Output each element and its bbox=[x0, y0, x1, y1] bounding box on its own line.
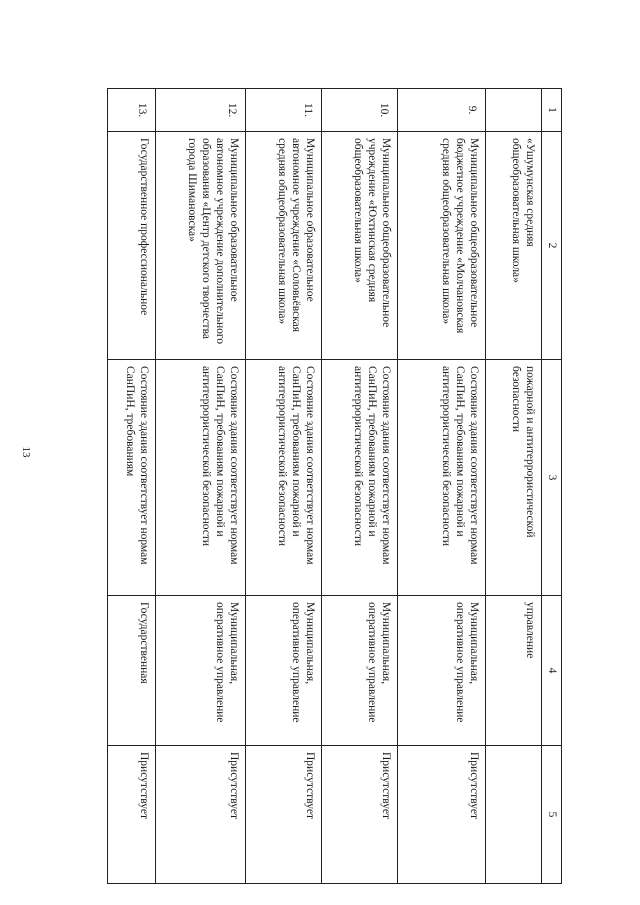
cell-name: Государственное профессиональное bbox=[108, 132, 156, 360]
table-row bbox=[108, 89, 156, 884]
header-cell-3: 3 bbox=[542, 360, 562, 596]
table-row bbox=[156, 89, 246, 884]
table-row bbox=[246, 89, 322, 884]
header-row bbox=[542, 89, 562, 884]
cell-name: Муниципальное образовательное автономное учреждение дополнительного образования «Центр детского творчества города Шимановска» bbox=[156, 132, 246, 360]
cell-condition: Состояние здания соответствует нормам СанПиН, требованиям пожарной и антитеррористической безопасности bbox=[322, 360, 398, 596]
cell-ownership: управление bbox=[486, 596, 542, 746]
cell-name: Муниципальное образовательное автономное учреждение «Соловьёвская средняя общеобразовательная школа» bbox=[246, 132, 322, 360]
cell-presence: Присутствует bbox=[322, 746, 398, 884]
cell-condition: Состояние здания соответствует нормам СанПиН, требованиям пожарной и антитеррористической безопасности bbox=[246, 360, 322, 596]
cell-presence: Присутствует bbox=[156, 746, 246, 884]
cell-num bbox=[322, 89, 398, 132]
cell-condition: пожарной и антитеррористической безопасности bbox=[486, 360, 542, 596]
facilities-table bbox=[107, 88, 562, 884]
row-number: 13. bbox=[136, 102, 148, 118]
table-row bbox=[322, 89, 398, 884]
rotated-landscape-page bbox=[108, 88, 562, 883]
row-number: 12. bbox=[226, 102, 238, 118]
continuation-row bbox=[486, 89, 542, 884]
cell-name: Муниципальное общеобразовательное учреждение «Юхтинская средняя общеобразовательная школа» bbox=[322, 132, 398, 360]
header-cell-4: 4 bbox=[542, 596, 562, 746]
cell-presence bbox=[486, 746, 542, 884]
cell-condition: Состояние здания соответствует нормам СанПиН, требованиям bbox=[108, 360, 156, 596]
header-cell-2: 2 bbox=[542, 132, 562, 360]
cell-condition: Состояние здания соответствует нормам СанПиН, требованиям пожарной и антитеррористической безопасности bbox=[398, 360, 486, 596]
cell-presence: Присутствует bbox=[246, 746, 322, 884]
header-cell-5: 5 bbox=[542, 746, 562, 884]
cell-num bbox=[246, 89, 322, 132]
header-cell-1: 1 bbox=[542, 89, 562, 132]
cell-name: «Ушумунская средняя общеобразовательная школа» bbox=[486, 132, 542, 360]
cell-num bbox=[486, 89, 542, 132]
cell-presence: Присутствует bbox=[398, 746, 486, 884]
cell-ownership: Муниципальная, оперативное управление bbox=[156, 596, 246, 746]
cell-num bbox=[398, 89, 486, 132]
cell-condition: Состояние здания соответствует нормам СанПиН, требованиям пожарной и антитеррористической безопасности bbox=[156, 360, 246, 596]
page-number: 13 bbox=[20, 446, 32, 458]
cell-ownership: Государственная bbox=[108, 596, 156, 746]
cell-num bbox=[108, 89, 156, 132]
cell-name: Муниципальное общеобразовательное бюджетное учреждение «Молчановская средняя общеобразовательная школа» bbox=[398, 132, 486, 360]
cell-ownership: Муниципальная, оперативное управление bbox=[398, 596, 486, 746]
cell-presence: Присутствует bbox=[108, 746, 156, 884]
cell-ownership: Муниципальная, оперативное управление bbox=[322, 596, 398, 746]
row-number: 10. bbox=[378, 102, 390, 118]
row-number: 9. bbox=[466, 105, 478, 115]
row-number: 11. bbox=[302, 103, 314, 117]
cell-num bbox=[156, 89, 246, 132]
table-row bbox=[398, 89, 486, 884]
cell-ownership: Муниципальная, оперативное управление bbox=[246, 596, 322, 746]
